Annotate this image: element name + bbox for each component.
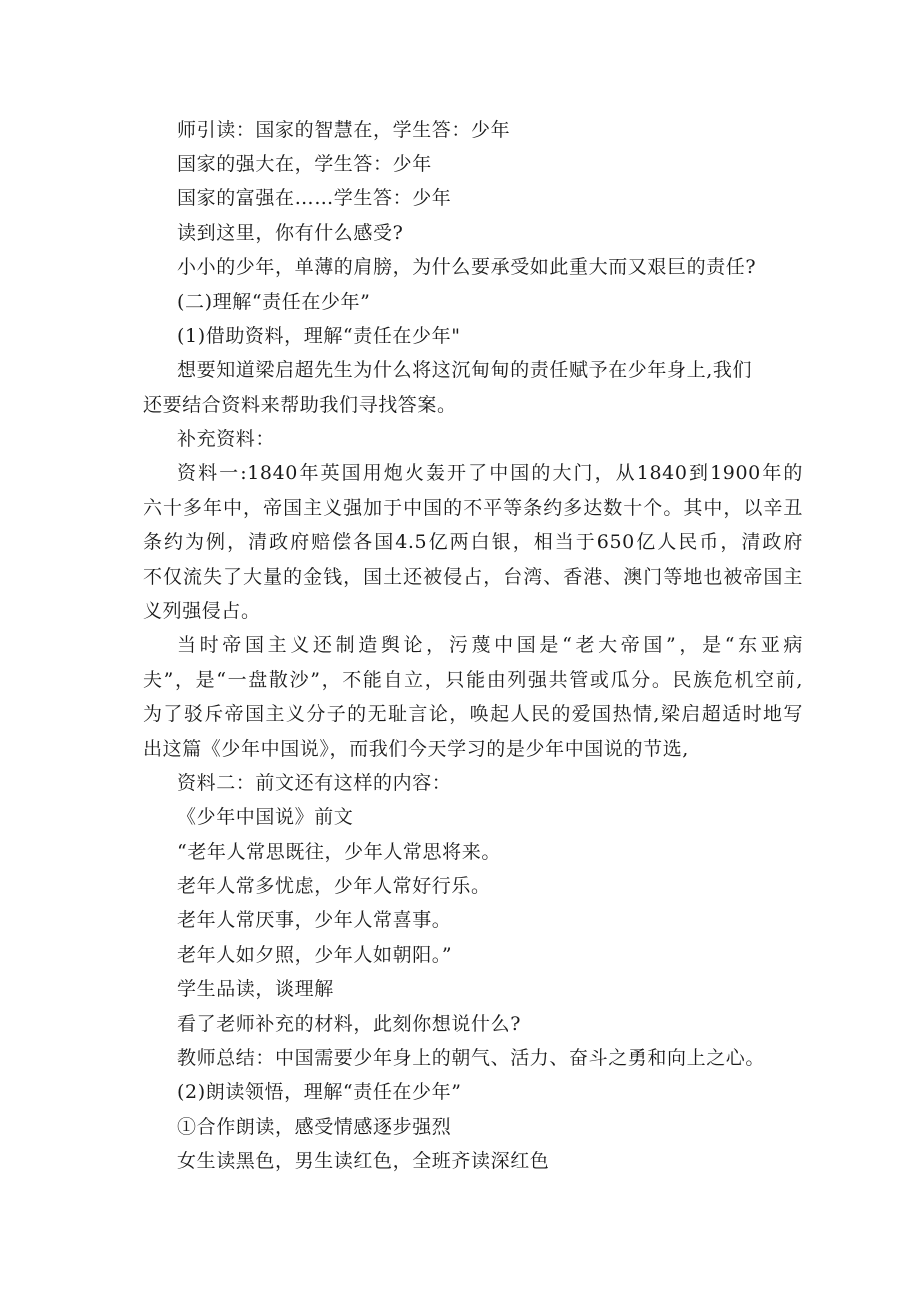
subsection-heading: (1)借助资料，理解“责任在少年" [177,325,461,347]
text-line: 资料二：前文还有这样的内容： [177,772,452,794]
quote-line: 老年人如夕照，少年人如朝阳。” [177,944,453,966]
paragraph-line: 义列强侵占。 [143,600,261,622]
quote-title: 《少年中国说》前文 [177,806,354,828]
paragraph-line: 还要结合资料来帮助我们寻找答案。 [143,394,457,416]
paragraph-line: 资料一:1840年英国用炮火轰开了中国的大门，从1840到1900年的 [177,462,803,484]
paragraph-line: 为了驳斥帝国主义分子的无耻言论，唤起人民的爱国热情,梁启超适时地写 [143,703,803,725]
text-line: 国家的强大在，学生答：少年 [177,153,432,175]
paragraph-line: 想要知道梁启超先生为什么将这沉甸甸的责任赋予在少年身上,我们 [177,359,753,381]
quote-line: “老年人常思既往，少年人常思将来。 [177,841,501,863]
text-line: 学生品读，谈理解 [177,978,334,1000]
text-line: 补充资料： [177,428,276,450]
text-line: 小小的少年，单薄的肩膀，为什么要承受如此重大而又艰巨的责任? [177,256,757,278]
section-heading: (二)理解“责任在少年” [177,291,371,313]
text-line: 国家的富强在……学生答：少年 [177,187,452,209]
text-line: 看了老师补充的材料，此刻你想说什么? [177,1013,521,1035]
paragraph-line: 出这篇《少年中国说》，而我们今天学习的是少年中国说的节选, [143,738,689,760]
quote-line: 老年人常厌事，少年人常喜事。 [177,909,452,931]
paragraph-line: 当时帝国主义还制造舆论，污蔑中国是“老大帝国”，是“东亚病 [177,634,803,656]
text-line: 师引读：国家的智慧在，学生答：少年 [177,119,511,141]
subsection-heading: (2)朗读领悟，理解“责任在少年” [177,1081,462,1103]
paragraph-line: 夫”，是“一盘散沙”，不能自立，只能由列强共管或瓜分。民族危机空前, [143,669,803,691]
text-line: 女生读黑色，男生读红色，全班齐读深红色 [177,1150,550,1172]
paragraph-line: 条约为例，清政府赔偿各国4.5亿两白银，相当于650亿人民币，清政府 [143,531,803,553]
text-line: ①合作朗读，感受情感逐步强烈 [177,1116,452,1138]
paragraph-line: 六十多年中，帝国主义强加于中国的不平等条约多达数十个。其中，以辛丑 [143,497,803,519]
quote-line: 老年人常多忧虑，少年人常好行乐。 [177,875,491,897]
paragraph-line: 不仅流失了大量的金钱，国土还被侵占，台湾、香港、澳门等地也被帝国主 [143,566,803,588]
text-line: 教师总结：中国需要少年身上的朝气、活力、奋斗之勇和向上之心。 [177,1047,766,1069]
text-line: 读到这里，你有什么感受? [177,222,404,244]
